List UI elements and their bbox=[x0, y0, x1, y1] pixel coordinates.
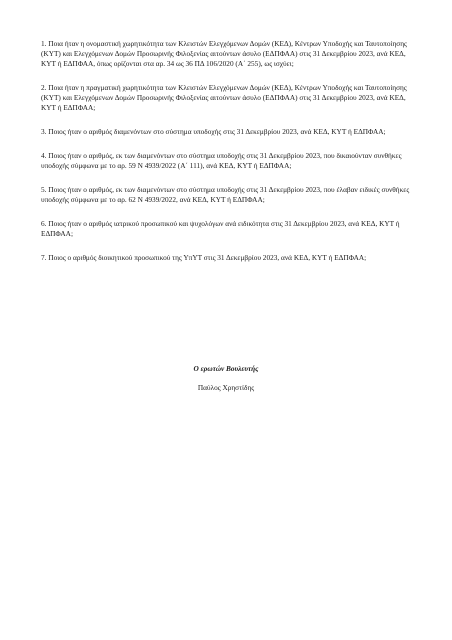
question-item: 1. Ποια ήταν η ονομαστική χωρητικότητα των Κλειστών Ελεγχόμενων Δομών (ΚΕΔ), Κέντρων Υποδοχής και Ταυτοποίησης (ΚΥΤ) και Ελεγχόμενων Δομών Προσωρινής Φιλοξενίας αιτούντων άσυλο (ΕΔΠΦΑΑ) στις 31 Δεκεμβρίου 2023, ανά ΚΕΔ, ΚΥΤ ή ΕΔΠΦΑΑ, όπως ορίζονται στα αρ. 34 ως 36 ΠΔ 106/2020 (Α΄ 255), ως ισχύει; bbox=[41, 39, 407, 68]
signature-block bbox=[0, 364, 452, 393]
question-item: 4. Ποιος ήταν ο αριθμός, εκ των διαμενόντων στο σύστημα υποδοχής στις 31 Δεκεμβρίου 2023, που δικαιούνταν συνθήκες υποδοχής σύμφωνα με το αρ. 59 Ν 4939/2022 (Α΄ 111), ανά ΚΕΔ, ΚΥΤ ή ΕΔΠΦΑΑ; bbox=[41, 151, 402, 170]
signature-role: Ο ερωτών Βουλευτής bbox=[193, 364, 259, 373]
question-item: 2. Ποια ήταν η πραγματική χωρητικότητα των Κλειστών Ελεγχόμενων Δομών (ΚΕΔ), Κέντρων Υποδοχής και Ταυτοποίησης (ΚΥΤ) και Ελεγχόμενων Δομών Προσωρινής Φιλοξενίας αιτούντων άσυλο (ΕΔΠΦΑΑ) στις 31 Δεκεμβρίου 2023, ανά ΚΕΔ, ΚΥΤ ή ΕΔΠΦΑΑ; bbox=[41, 83, 407, 112]
question-list bbox=[41, 39, 421, 277]
question-item: 7. Ποιος ο αριθμός διοικητικού προσωπικού της ΥπΥΤ στις 31 Δεκεμβρίου 2023, ανά ΚΕΔ, ΚΥΤ ή ΕΔΠΦΑΑ; bbox=[41, 253, 367, 262]
question-item: 3. Ποιος ήταν ο αριθμός διαμενόντων στο σύστημα υποδοχής στις 31 Δεκεμβρίου 2023, ανά ΚΕΔ, ΚΥΤ ή ΕΔΠΦΑΑ; bbox=[41, 127, 386, 136]
question-item: 5. Ποιος ήταν ο αριθμός, εκ των διαμενόντων στο σύστημα υποδοχής στις 31 Δεκεμβρίου 2023, που έλαβαν ειδικές συνθήκες υποδοχής σύμφωνα με το αρ. 62 Ν 4939/2022, ανά ΚΕΔ, ΚΥΤ ή ΕΔΠΦΑΑ; bbox=[41, 185, 410, 204]
question-item: 6. Ποιος ήταν ο αριθμός ιατρικού προσωπικού και ψυχολόγων ανά ειδικότητα στις 31 Δεκεμβρίου 2023, ανά ΚΕΔ, ΚΥΤ ή ΕΔΠΦΑΑ; bbox=[41, 219, 400, 238]
signature-name: Παύλος Χρηστίδης bbox=[197, 383, 255, 392]
